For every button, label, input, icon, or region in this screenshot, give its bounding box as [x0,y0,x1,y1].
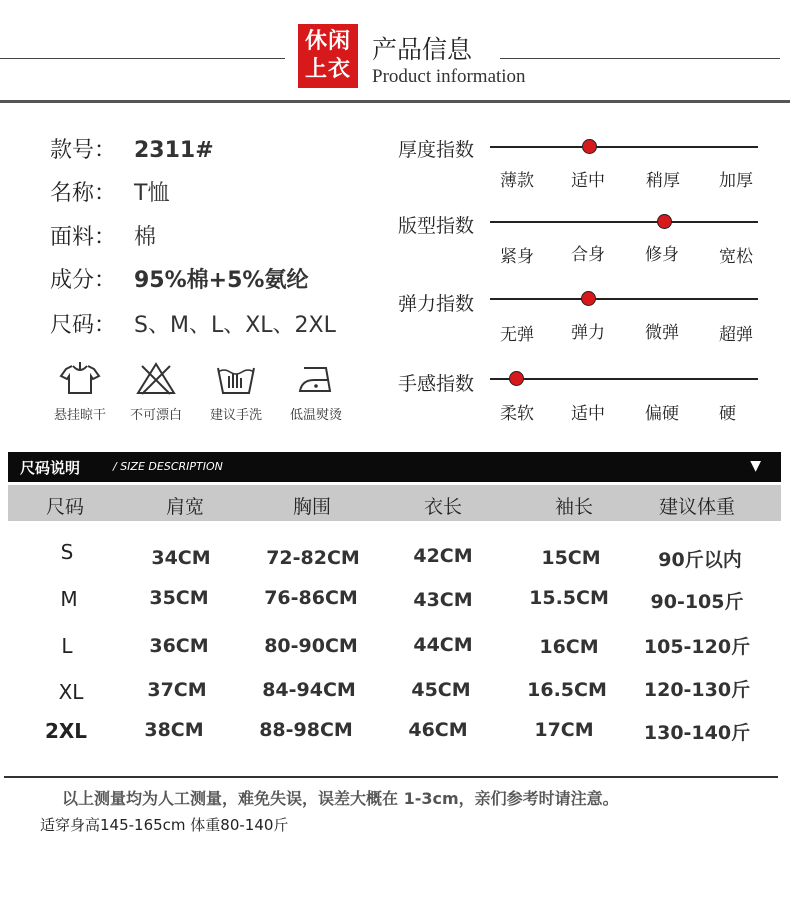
no-bleach-icon [134,360,178,396]
table-header-shoulder: 肩宽 [165,496,204,518]
size-cell: 2XL [44,719,88,743]
index-option: 弹力 [571,323,605,343]
care-low-iron [276,360,356,423]
size-section-title: 尺码说明 [20,459,81,477]
weight-cell: 120-130斤 [643,679,751,701]
hand-wash-icon [214,360,258,396]
chest-cell: 84-94CM [262,679,356,701]
index-option: 柔软 [500,404,534,424]
badge-line-1: 休闲 [304,29,351,54]
care-hang-dry [40,360,120,423]
table-header-size: 尺码 [45,496,84,518]
length-cell: 43CM [413,589,473,611]
weight-cell: 130-140斤 [643,722,751,744]
index-option: 适中 [571,404,605,424]
index-marker [509,371,524,386]
size-description-bar [8,452,781,482]
length-cell: 46CM [408,719,468,741]
index-scale [490,221,758,223]
index-option: 紧身 [500,247,534,267]
table-header-length: 衣长 [423,496,462,518]
weight-cell: 90斤以内 [658,549,742,571]
index-option: 偏硬 [645,404,679,424]
index-option: 硬 [719,404,736,424]
index-option: 超弹 [719,325,753,345]
measurement-note: 以上测量均为人工测量，难免失误，误差大概在 1-3cm，亲们参考时请注意。 [62,789,619,808]
length-cell: 42CM [413,545,473,567]
page-subtitle: Product information [372,66,526,87]
spec-fabric [50,220,156,251]
header-rule-right [500,58,780,59]
care-hand-wash [196,360,276,423]
sleeve-cell: 16CM [539,636,599,658]
care-label: 低温熨烫 [289,408,342,423]
sleeve-cell: 15CM [541,547,601,569]
chest-cell: 80-90CM [264,635,358,657]
chevron-down-icon: ▼ [750,458,761,474]
index-option: 无弹 [500,325,534,345]
size-cell: M [60,587,78,611]
index-title: 版型指数 [398,215,475,237]
care-no-bleach [116,360,196,423]
spec-value: 棉 [134,225,157,250]
size-section-subtitle: / SIZE DESCRIPTION [113,460,223,473]
fit-note: 适穿身高145-165cm 体重80-140斤 [40,816,289,834]
weight-cell: 90-105斤 [650,591,744,613]
index-title: 厚度指数 [398,139,475,161]
shoulder-cell: 35CM [149,587,209,609]
size-cell: XL [58,680,84,704]
index-option: 合身 [571,245,605,265]
shoulder-cell: 38CM [144,719,204,741]
badge-line-2: 上衣 [304,57,351,82]
index-option: 薄款 [500,171,534,191]
footer-divider [4,776,778,778]
index-option: 加厚 [719,171,753,191]
spec-label: 成分： [50,268,117,293]
spec-value: 95%棉+5%氨纶 [134,268,309,293]
chest-cell: 72-82CM [266,547,360,569]
table-header-chest: 胸围 [292,496,331,518]
index-scale [490,298,758,300]
weight-cell: 105-120斤 [643,636,751,658]
index-title: 弹力指数 [398,293,475,315]
index-scale [490,146,758,148]
spec-sizes [50,308,336,339]
chest-cell: 76-86CM [264,587,358,609]
index-option: 稍厚 [646,171,680,191]
index-option: 微弹 [645,323,679,343]
spec-label: 名称： [50,181,117,206]
shoulder-cell: 36CM [149,635,209,657]
chest-cell: 88-98CM [259,719,353,741]
index-marker [657,214,672,229]
index-scale [490,378,758,380]
index-option: 修身 [645,245,679,265]
spec-label: 尺码： [50,313,117,338]
category-badge [298,24,358,88]
spec-value: S、M、L、XL、2XL [134,313,336,338]
index-title: 手感指数 [398,373,475,395]
sleeve-cell: 15.5CM [529,587,609,609]
length-cell: 44CM [413,634,473,656]
header-divider [0,100,790,103]
table-header-sleeve: 袖长 [554,496,593,518]
spec-label: 面料： [50,225,117,250]
spec-name [50,176,169,207]
shoulder-cell: 34CM [151,547,211,569]
hang-dry-icon [58,360,102,396]
low-iron-icon [294,360,338,396]
index-option: 适中 [571,171,605,191]
size-cell: L [61,634,73,658]
index-option: 宽松 [719,247,753,267]
spec-value: 2311# [134,138,214,163]
spec-composition [50,263,308,294]
sleeve-cell: 17CM [534,719,594,741]
table-header-weight: 建议体重 [658,496,735,518]
care-label: 建议手洗 [209,408,262,423]
sleeve-cell: 16.5CM [527,679,607,701]
page-title: 产品信息 [372,35,473,64]
shoulder-cell: 37CM [147,679,207,701]
size-cell: S [60,540,74,564]
spec-value: T恤 [134,181,170,206]
index-marker [581,291,596,306]
spec-label: 款号： [50,138,117,163]
length-cell: 45CM [411,679,471,701]
spec-style-number [50,133,214,164]
header-rule-left [0,58,285,59]
care-label: 不可漂白 [129,408,182,423]
index-marker [582,139,597,154]
care-label: 悬挂晾干 [53,408,106,423]
